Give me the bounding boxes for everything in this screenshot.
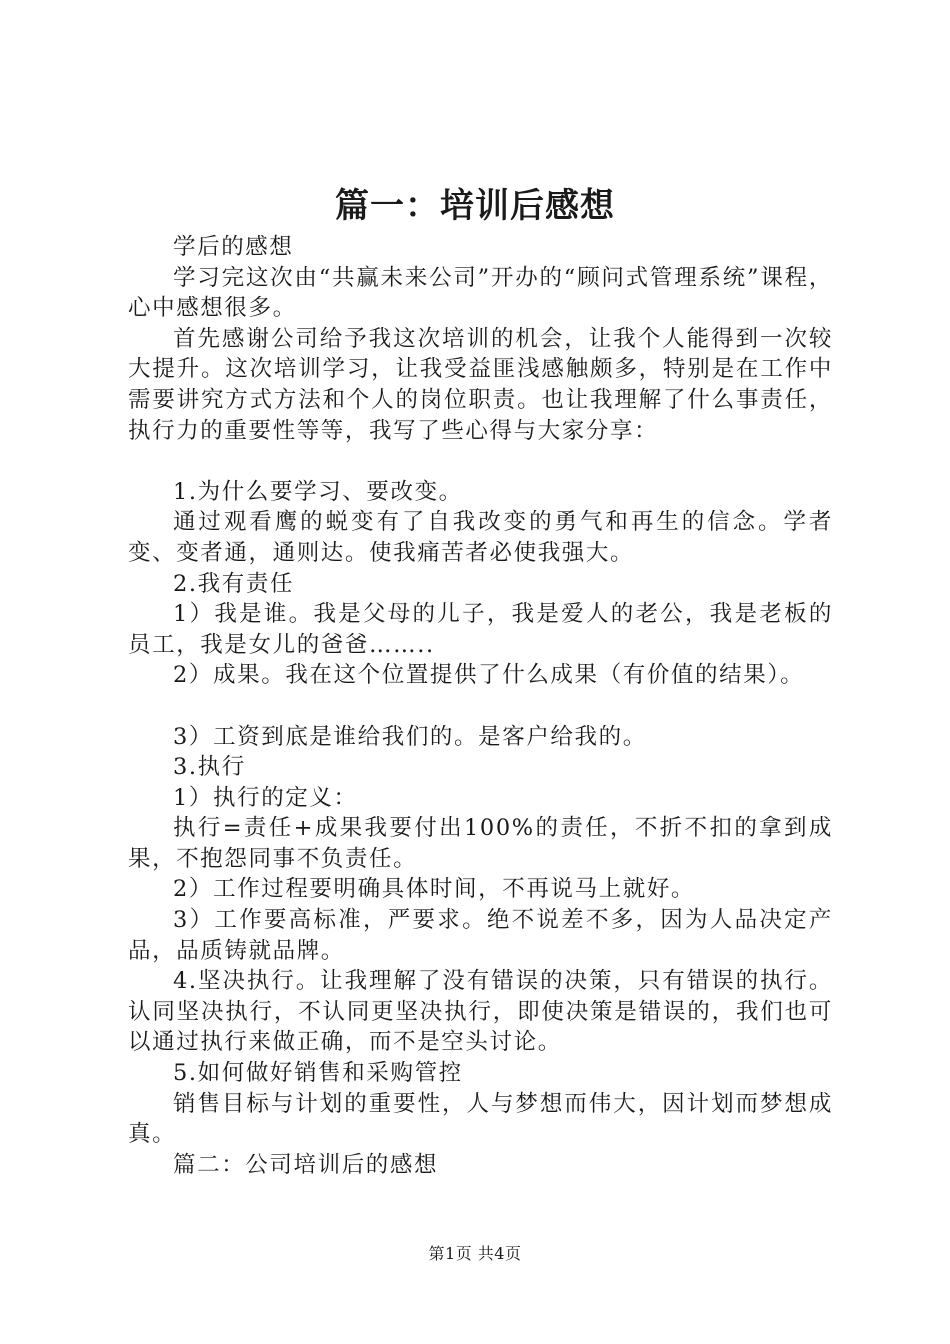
paragraph: 1）执行的定义： (173, 784, 358, 811)
paragraph: 首先感谢公司给予我这次培训的机会，让我个人能得到一次较大提升。这次培训学习，让我受益匪浅感触颇多，特别是在工作中需要讲究方式方法和个人的岗位职责。也让我理解了什么事责任，执行力的重要性等等，我写了些心得与大家分享： (128, 325, 833, 444)
paragraph: 1）我是谁。我是父母的儿子，我是爱人的老公，我是老板的员工，我是女儿的爸爸…….. (128, 601, 833, 658)
paragraph: 执行=责任+成果我要付出100%的责任，不折不扣的拿到成果，不抱怨同事不负责任。 (128, 815, 833, 872)
blank-line (128, 446, 833, 477)
paragraph: 2）成果。我在这个位置提供了什么成果（有价值的结果）。 (173, 662, 805, 689)
paragraph: 销售目标与计划的重要性，人与梦想而伟大，因计划而梦想成真。 (128, 1090, 833, 1148)
paragraph: 3）工资到底是谁给我们的。是客户给我的。 (173, 723, 647, 750)
page-number-footer: 第1页 共4页 (428, 1244, 522, 1263)
blank-line (128, 691, 833, 722)
paragraph: 2）工作过程要明确具体时间，不再说马上就好。 (173, 876, 696, 903)
paragraph: 4.坚决执行。让我理解了没有错误的决策，只有错误的执行。认同坚决执行，不认同更坚决执行，即使决策是错误的，我们也可以通过执行来做正确，而不是空头讨论。 (128, 968, 833, 1056)
paragraph: 2.我有责任 (173, 570, 295, 597)
paragraph: 篇二：公司培训后的感想 (173, 1151, 439, 1178)
paragraph: 3）工作要高标准，严要求。绝不说差不多，因为人品决定产品，品质铸就品牌。 (128, 907, 833, 964)
paragraph: 5.如何做好销售和采购管控 (173, 1060, 463, 1087)
paragraph: 学后的感想 (173, 234, 294, 260)
document-body (128, 232, 833, 1180)
paragraph: 学习完这次由“共赢未来公司”开办的“顾问式管理系统”课程，心中感想很多。 (128, 264, 833, 322)
paragraph: 1.为什么要学习、要改变。 (173, 478, 463, 505)
paragraph: 3.执行 (173, 754, 246, 781)
document-title: 篇一：培训后感想 (335, 186, 615, 226)
paragraph: 通过观看鹰的蜕变有了自我改变的勇气和再生的信念。学者变、变者通，通则达。使我痛苦者必使我强大。 (128, 509, 833, 566)
